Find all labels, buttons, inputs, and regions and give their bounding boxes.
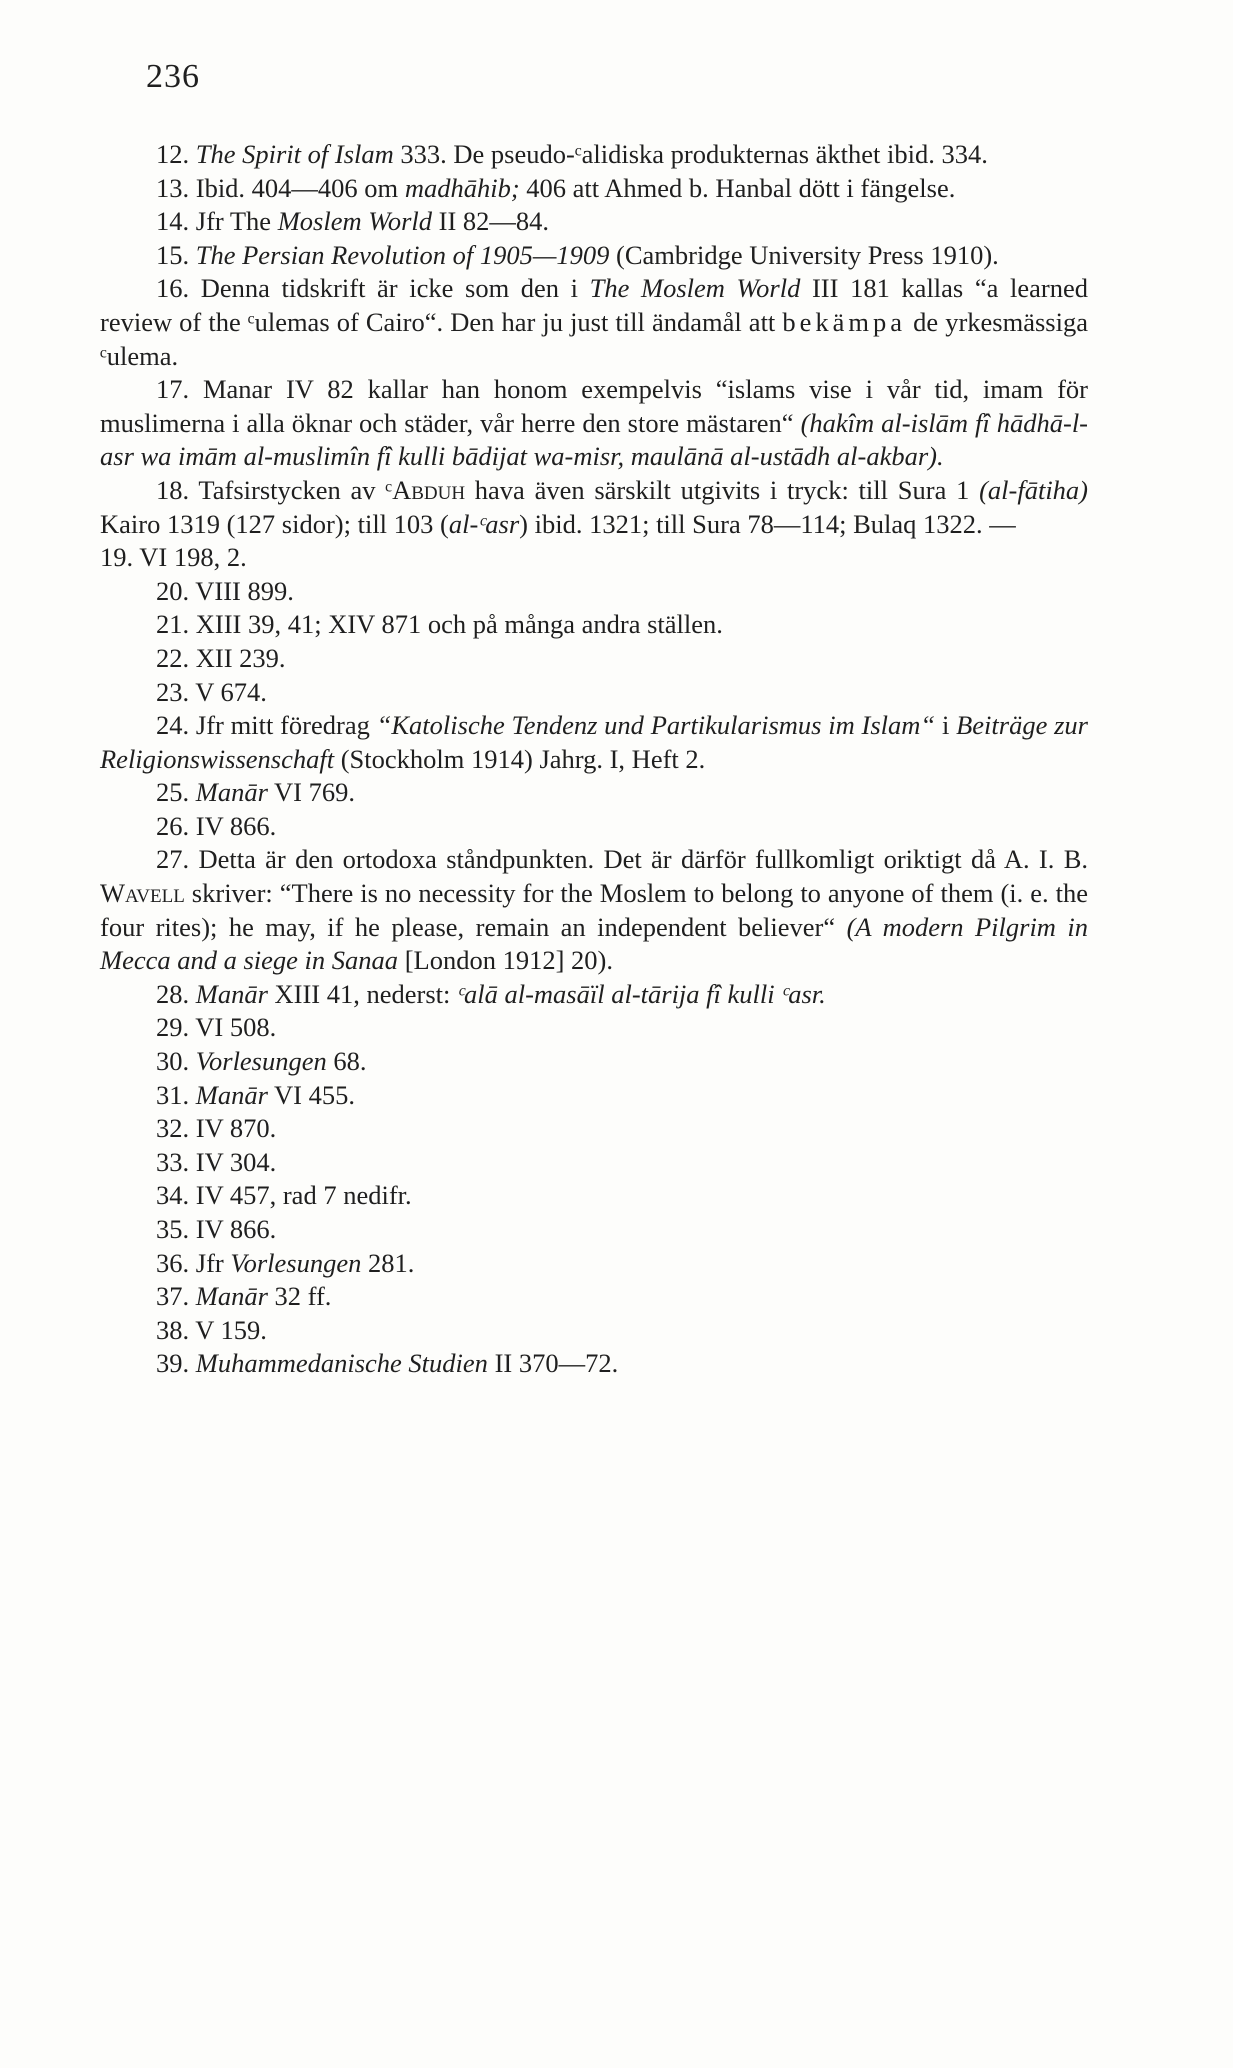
footnote-text: V 674. bbox=[189, 676, 267, 707]
footnote-text: (Cambridge University Press 1910). bbox=[609, 239, 999, 270]
footnote-text: Manar IV 82 kallar han honom exempelvis “islams vise i vår tid, imam för muslimerna i alla öknar och städer, vår herre den store mästaren“ bbox=[100, 374, 1088, 438]
footnote-number: 27. bbox=[156, 844, 190, 875]
footnote-text: 68. bbox=[326, 1046, 367, 1077]
footnote bbox=[100, 373, 1088, 474]
footnote-number: 35. bbox=[156, 1214, 190, 1244]
footnote-text: Vorlesungen bbox=[230, 1247, 362, 1278]
footnote-number: 14. bbox=[156, 206, 190, 237]
footnote-text bbox=[189, 1046, 196, 1076]
footnote bbox=[100, 474, 1088, 541]
footnote-number: 19. bbox=[100, 542, 134, 573]
footnote bbox=[100, 810, 1088, 844]
footnote-number: 22. bbox=[156, 642, 190, 673]
footnote-text bbox=[189, 1348, 196, 1378]
footnote-number: 36. bbox=[156, 1247, 190, 1278]
footnote-number: 29. bbox=[156, 1012, 190, 1043]
footnote-text: Abduh bbox=[392, 474, 466, 505]
footnote-number: 16. bbox=[156, 273, 190, 304]
footnote-number: 21. bbox=[156, 609, 190, 640]
footnote-text: Manār bbox=[195, 978, 268, 1009]
footnote-text bbox=[189, 777, 196, 807]
footnote-number: 39. bbox=[156, 1348, 190, 1379]
footnote bbox=[100, 1112, 1088, 1146]
footnote-text: Moslem World bbox=[277, 206, 433, 237]
footnote-text: VIII 899. bbox=[189, 575, 294, 606]
footnote bbox=[100, 1146, 1088, 1180]
footnote-text: V 159. bbox=[189, 1314, 267, 1345]
footnote bbox=[100, 138, 1088, 172]
footnote-text: Detta är den ortodoxa ståndpunkten. Det är därför fullkomligt oriktigt då A. I. B. bbox=[189, 844, 1088, 875]
footnote-text: Tafsirstycken av ᶜ bbox=[189, 474, 393, 505]
footnote bbox=[100, 843, 1088, 977]
footnote-text: VI 769. bbox=[267, 777, 355, 808]
footnote-text: VI 455. bbox=[267, 1079, 355, 1110]
footnote-text: (Stockholm 1914) Jahrg. I, Heft 2. bbox=[334, 743, 706, 774]
footnote bbox=[100, 1213, 1088, 1247]
footnote-text: XIII 39, 41; XIV 871 och på många andra ställen. bbox=[189, 609, 723, 640]
footnote bbox=[100, 1011, 1088, 1045]
footnote-number: 31. bbox=[156, 1079, 190, 1110]
footnote-number: 37. bbox=[156, 1281, 190, 1312]
footnote bbox=[100, 642, 1088, 676]
footnote-text: Muhammedanische Studien bbox=[195, 1348, 488, 1379]
footnote-number: 30. bbox=[156, 1046, 190, 1077]
footnote-text: (hakîm al-islām fî hādhā-l-asr wa imām al-muslimîn fî kulli bādijat wa-misr, maulānā al-ustādh al-akbar). bbox=[100, 407, 1089, 472]
footnote-text: Denna tidskrift är icke som den i bbox=[189, 273, 590, 304]
footnote-text: i bbox=[935, 710, 957, 741]
footnote-text: 32 ff. bbox=[267, 1281, 332, 1312]
footnote bbox=[100, 1347, 1088, 1381]
page-number: 236 bbox=[146, 58, 200, 95]
footnote-text: IV 870. bbox=[189, 1113, 277, 1144]
footnote-text: skriver: “There is no necessity for the Moslem to belong to anyone of them (i. e. the four rites); he may, if he please, remain an independent believer“ bbox=[100, 878, 1088, 942]
footnote bbox=[100, 239, 1088, 273]
footnote-text: Vorlesungen bbox=[195, 1046, 327, 1077]
footnote bbox=[100, 1079, 1088, 1113]
footnote bbox=[100, 172, 1088, 206]
footnote-text: IV 457, rad 7 nedifr. bbox=[189, 1180, 412, 1211]
footnote-text: The Persian Revolution of 1905—1909 bbox=[195, 239, 610, 270]
footnote bbox=[100, 1280, 1088, 1314]
footnote-text: III 181 kallas “a learned review of the ᶜulemas of Cairo“. Den har ju just till ändamål att bbox=[100, 273, 1088, 337]
footnote-text: madhāhib; bbox=[404, 172, 520, 203]
footnote-text: al-ᶜasr bbox=[448, 508, 520, 539]
footnote bbox=[100, 608, 1088, 642]
footnote-text: “Katolische Tendenz und Partikularismus im Islam“ bbox=[376, 710, 936, 741]
footnote-text: Kairo 1319 (127 sidor); till 103 ( bbox=[100, 508, 449, 539]
footnote-number: 34. bbox=[156, 1180, 190, 1211]
footnote-text: Manār bbox=[195, 777, 268, 808]
footnote-text: The Moslem World bbox=[589, 273, 801, 304]
footnote-number: 25. bbox=[156, 777, 190, 808]
footnote bbox=[100, 1314, 1088, 1348]
footnote-text: ) ibid. 1321; till Sura 78—114; Bulaq 1322. — bbox=[519, 508, 1016, 539]
footnote-text: IV 866. bbox=[189, 810, 277, 841]
footnote bbox=[100, 1179, 1088, 1213]
footnote bbox=[100, 978, 1088, 1012]
footnote-text: II 82—84. bbox=[432, 206, 550, 237]
footnote-number: 18. bbox=[156, 474, 190, 505]
footnote-text: VI 198, 2. bbox=[133, 542, 247, 573]
footnote-number: 17. bbox=[156, 374, 190, 405]
footnote-text: Wavell bbox=[100, 878, 185, 909]
footnote-text: Jfr bbox=[189, 1247, 231, 1278]
footnote bbox=[100, 575, 1088, 609]
footnote-number: 38. bbox=[156, 1314, 190, 1345]
footnotes-list bbox=[100, 138, 1088, 1381]
footnote bbox=[100, 205, 1088, 239]
footnote-number: 32. bbox=[156, 1113, 190, 1144]
footnote-number: 24. bbox=[156, 710, 190, 741]
footnote-text: (A modern Pilgrim in Mecca and a siege in Sanaa bbox=[100, 911, 1088, 976]
footnote-text: bekämpa bbox=[782, 306, 907, 337]
footnote bbox=[100, 1247, 1088, 1281]
footnote bbox=[100, 709, 1088, 776]
footnote-text: XII 239. bbox=[189, 642, 286, 673]
footnote-text bbox=[189, 139, 196, 169]
footnote-text: (al-fātiha) bbox=[979, 474, 1089, 505]
footnote-number: 26. bbox=[156, 810, 190, 841]
footnote-text: Manār bbox=[195, 1079, 268, 1110]
footnote-number: 33. bbox=[156, 1146, 190, 1177]
footnote bbox=[100, 776, 1088, 810]
footnote-text: 333. De pseudo-ᶜalidiska produkternas äkthet ibid. 334. bbox=[393, 139, 988, 169]
footnote-number: 28. bbox=[156, 978, 190, 1009]
footnote-number: 13. bbox=[156, 172, 190, 203]
footnote-number: 12. bbox=[156, 139, 190, 169]
footnote-text bbox=[189, 240, 196, 270]
footnote-text: II 370—72. bbox=[487, 1348, 619, 1379]
footnote-text: 281. bbox=[361, 1247, 415, 1278]
footnote-text: [London 1912] 20). bbox=[398, 945, 613, 976]
footnote-text: Jfr The bbox=[189, 206, 278, 237]
footnote-text bbox=[189, 979, 196, 1009]
footnote-text: XIII 41, nederst: bbox=[267, 978, 458, 1009]
footnote-text: de yrkesmässiga ᶜulema. bbox=[100, 306, 1088, 371]
footnote-text: Ibid. 404—406 om bbox=[189, 172, 405, 203]
footnote-text: The Spirit of Islam bbox=[195, 139, 394, 169]
footnote-text bbox=[189, 1281, 196, 1311]
footnote-text: IV 866. bbox=[189, 1214, 277, 1244]
footnote-text: ᶜalā al-masāïl al-tārija fî kulli ᶜasr. bbox=[457, 978, 826, 1009]
footnote-text bbox=[189, 1080, 196, 1110]
footnote-number: 20. bbox=[156, 575, 190, 606]
footnote-text: hava även särskilt utgivits i tryck: till Sura 1 bbox=[465, 474, 980, 505]
footnote-text: Beiträge zur Religionswissenschaft bbox=[100, 710, 1088, 774]
footnote-number: 15. bbox=[156, 239, 190, 270]
footnote-number: 23. bbox=[156, 676, 190, 707]
footnote-text: IV 304. bbox=[189, 1146, 277, 1177]
footnote bbox=[100, 541, 1088, 575]
footnote bbox=[100, 272, 1088, 373]
footnote-text: Manār bbox=[195, 1281, 268, 1312]
footnote bbox=[100, 1045, 1088, 1079]
footnote-text: 406 att Ahmed b. Hanbal dött i fängelse. bbox=[519, 172, 956, 203]
footnote bbox=[100, 676, 1088, 710]
footnote-text: Jfr mitt föredrag bbox=[189, 710, 377, 741]
footnote-text: VI 508. bbox=[189, 1012, 277, 1043]
